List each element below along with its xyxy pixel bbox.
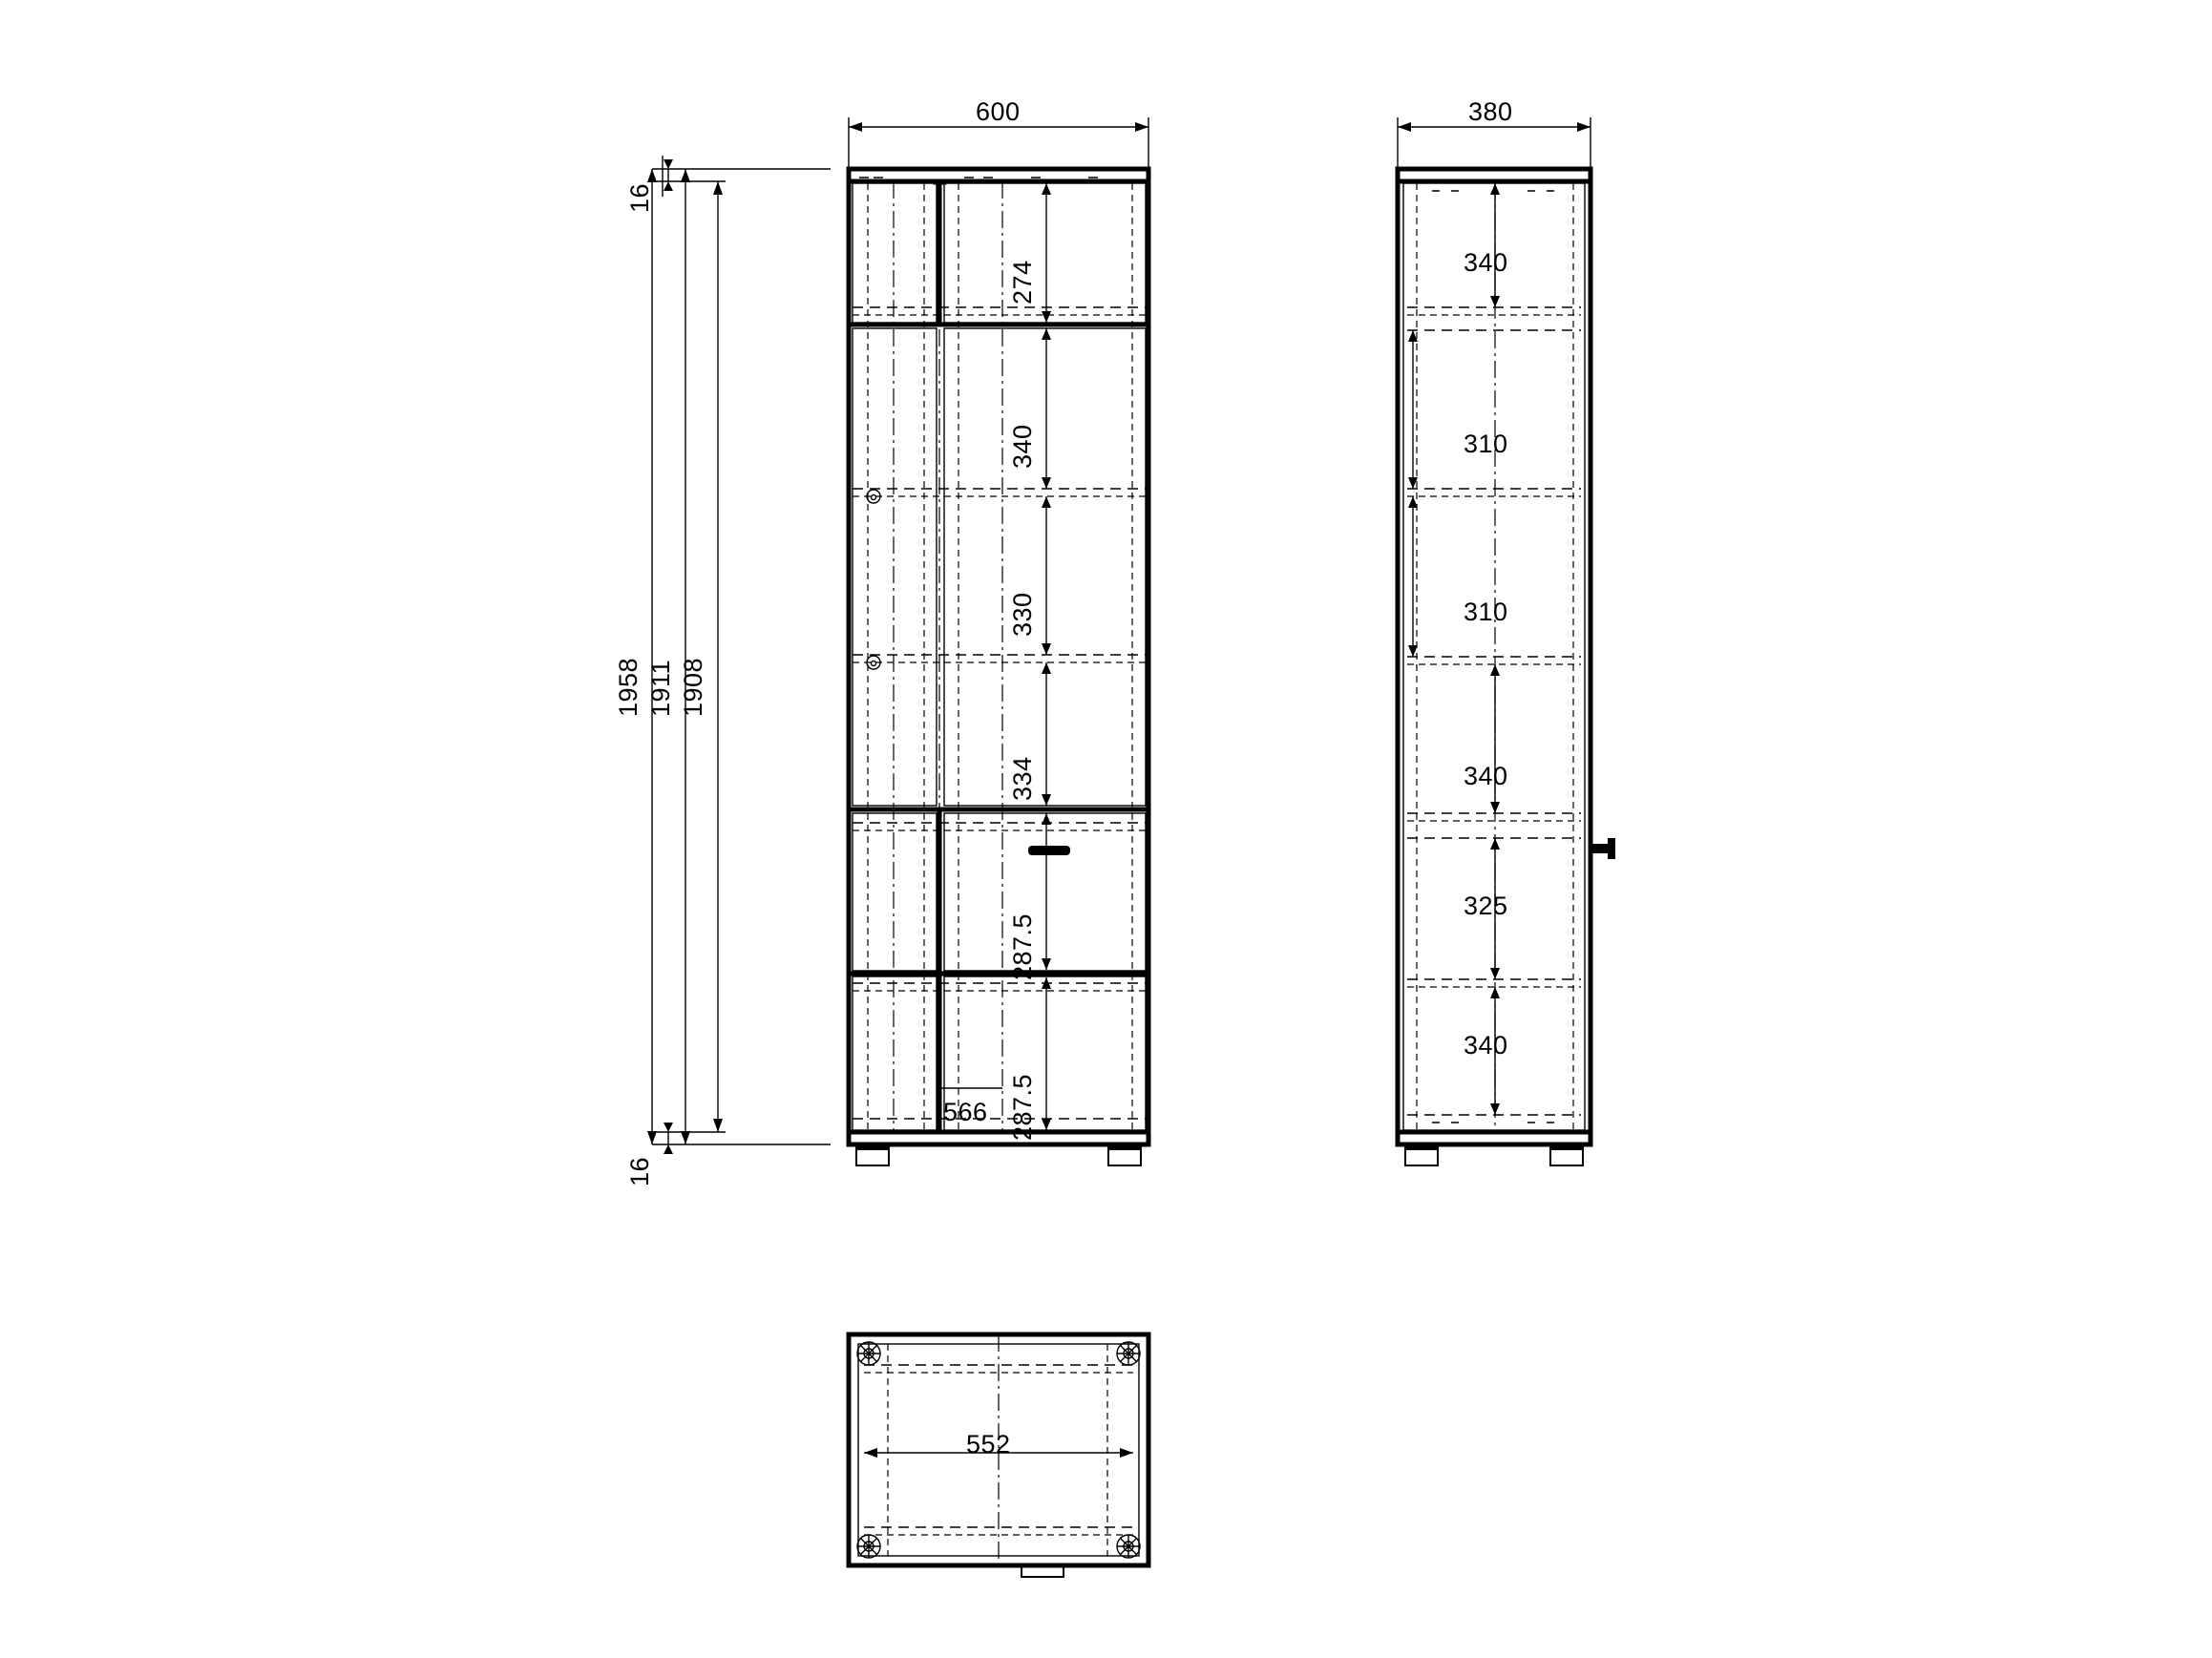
front-height-1908-dim: 1908 [679,657,707,717]
front-inner-width-dim: 566 [943,1098,988,1126]
front-shelf-dim-330: 330 [1008,592,1037,637]
front-shelf-dim-287-5-lower: 287.5 [1008,1073,1037,1141]
front-height-1911-dim: 1911 [646,659,675,717]
front-shelf-dim-334: 334 [1008,756,1037,801]
front-shelf-dim-287-5-upper: 287.5 [1008,913,1037,980]
side-dim-310-upper: 310 [1464,430,1508,458]
side-dim-340-bottom: 340 [1464,1031,1508,1060]
front-width-dim: 600 [976,97,1021,126]
top-inner-dim: 552 [966,1430,1011,1459]
side-dim-325: 325 [1464,892,1508,920]
side-dim-340-top: 340 [1464,248,1508,277]
front-total-height-dim: 1958 [614,657,643,717]
side-dim-340-mid: 340 [1464,762,1508,790]
front-shelf-dim-340: 340 [1008,424,1037,469]
front-bottom-edge-dim: 16 [625,1156,654,1186]
front-view-geometry [647,117,1148,1165]
side-dim-310-lower: 310 [1464,598,1508,626]
front-top-edge-dim: 16 [625,182,654,213]
front-shelf-dim-274: 274 [1008,260,1037,304]
side-depth-dim: 380 [1468,97,1513,126]
